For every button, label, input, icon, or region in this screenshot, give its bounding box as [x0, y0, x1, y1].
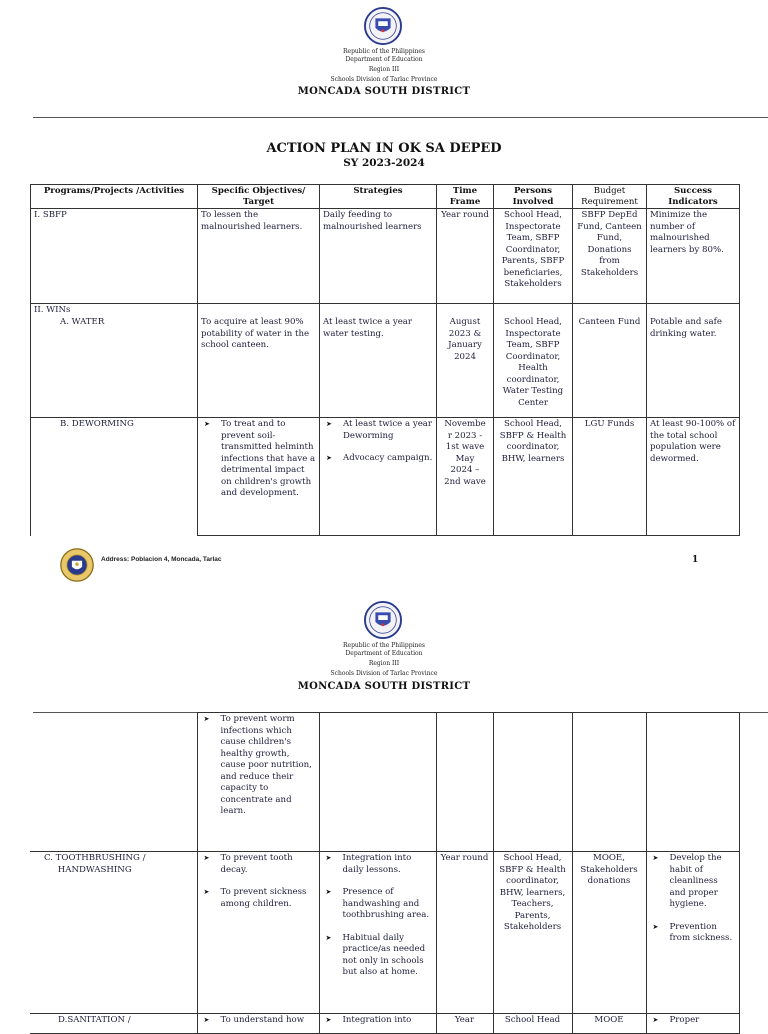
cell-strategy: [319, 852, 436, 1014]
table-row: [31, 209, 740, 304]
action-plan-table-page2: [30, 712, 740, 1034]
table-row: [30, 852, 739, 1014]
footer-address: Address: Poblacion 4, Moncada, Tarlac: [101, 556, 222, 563]
cell-strategy: [319, 713, 436, 852]
cell-objective: To lessen the malnourished learners.: [198, 209, 320, 304]
header-indicators: Success Indicators: [647, 185, 740, 209]
cell-objective: [197, 713, 319, 852]
list-item: ➤ To prevent sickness among children.: [221, 887, 316, 910]
list-item: ➤ Habitual daily practice/as needed not only in schools but also at home.: [343, 933, 433, 979]
cell-persons: School Head, SBFP & Health coordinator, BHW, learners, Teachers, Parents, Stakeholders: [493, 852, 572, 1014]
list-item: ➤ Proper: [670, 1015, 736, 1027]
cell-persons: School Head, Inspectorate Team, SBFP Coordinator, Health coordinator, Water Testing Center: [494, 304, 573, 418]
cell-budget: MOOE, Stakeholders donations: [572, 852, 646, 1014]
cell-strategy: [320, 418, 437, 536]
plan-title: ACTION PLAN IN OK SA DEPED: [266, 141, 502, 156]
cell-budget: [572, 713, 646, 852]
cell-indicator: Potable and safe drinking water.: [647, 304, 740, 418]
table-header-row: [31, 185, 740, 209]
water-label: A. WATER: [60, 316, 105, 327]
cell-objective: To acquire at least 90% potability of water in the school canteen.: [198, 304, 320, 418]
list-item: ➤ Presence of handwashing and toothbrushing area.: [343, 887, 433, 922]
cell-budget: SBFP DepEd Fund, Canteen Fund, Donations from Stakeholders: [573, 209, 647, 304]
time-line: 1st wave: [445, 442, 485, 452]
time-line: 2024 –: [450, 465, 480, 475]
cell-time: Year: [436, 1014, 493, 1034]
list-item: ➤ At least twice a year Deworming: [343, 419, 433, 442]
header-department: Department of Education: [345, 56, 423, 63]
header-region: Region III: [368, 660, 400, 667]
wins-label: II. WINs: [34, 305, 71, 315]
header-rule: [33, 117, 768, 118]
cell-indicator: Minimize the number of malnourished learners by 80%.: [647, 209, 740, 304]
header-persons: Persons Involved: [494, 185, 573, 209]
cell-persons: School Head, SBFP & Health coordinator, BHW, learners: [494, 418, 573, 536]
table-row: [31, 418, 740, 536]
cell-time: Year round: [436, 852, 493, 1014]
header-objectives: Specific Objectives/ Target: [198, 185, 320, 209]
list-item: ➤ To understand how: [221, 1015, 316, 1027]
cell-persons: [493, 713, 572, 852]
time-line: 2nd wave: [444, 476, 486, 487]
header-region: Region III: [368, 66, 400, 73]
header-division: Schools Division of Tarlac Province: [330, 670, 438, 677]
cell-budget: LGU Funds: [573, 418, 647, 536]
cell-program: I. SBFP: [31, 209, 198, 304]
school-seal-icon: [60, 548, 94, 582]
header-programs: Programs/Projects /Activities: [31, 185, 198, 209]
cell-time: [436, 713, 493, 852]
time-line: r 2023 -: [447, 430, 483, 441]
header-division: Schools Division of Tarlac Province: [330, 76, 438, 83]
cell-indicator: [646, 713, 739, 852]
page-number: 1: [692, 555, 699, 565]
list-item: ➤ Prevention from sickness.: [670, 922, 736, 945]
header-time-frame: Time Frame: [437, 185, 494, 209]
cell-objective: [197, 852, 319, 1014]
time-line: May: [455, 453, 475, 464]
action-plan-table-page1: [30, 184, 740, 536]
cell-indicator: [646, 852, 739, 1014]
list-item: ➤ To prevent tooth decay.: [221, 853, 316, 876]
cell-indicator: At least 90-100% of the total school population were dewormed.: [647, 418, 740, 536]
table-row: [30, 713, 739, 852]
cell-program: [30, 713, 197, 852]
cell-persons: School Head, Inspectorate Team, SBFP Coordinator, Parents, SBFP beneficiaries, Stakeholders: [494, 209, 573, 304]
deped-seal-icon: [364, 601, 402, 639]
deped-seal-icon: [364, 7, 402, 45]
list-item: ➤ Integration into: [343, 1015, 433, 1027]
plan-subtitle: SY 2023-2024: [343, 157, 425, 169]
cell-program: C. TOOTHBRUSHING / HANDWASHING: [30, 852, 197, 1014]
cell-persons: School Head: [493, 1014, 572, 1034]
header-district: MONCADA SOUTH DISTRICT: [297, 681, 471, 692]
list-item: ➤ To prevent worm infections which cause children's healthy growth, cause poor nutrition, and reduce their capacity to concentrate and learn.: [221, 714, 316, 818]
cell-objective: [198, 418, 320, 536]
list-item: ➤ Advocacy campaign.: [343, 453, 433, 465]
cell-strategy: Daily feeding to malnourished learners: [320, 209, 437, 304]
list-item: ➤ To treat and to prevent soil-transmitted helminth infections that have a detrimental impact on children's growth and development.: [221, 419, 316, 500]
cell-time: Year round: [437, 209, 494, 304]
deworming-label: B. DEWORMING: [60, 419, 134, 429]
cell-time: [437, 418, 494, 536]
cell-budget: MOOE: [572, 1014, 646, 1034]
list-item: ➤ Develop the habit of cleanliness and proper hygiene.: [670, 853, 736, 911]
cell-program: [31, 304, 198, 418]
header-department: Department of Education: [345, 650, 423, 657]
cell-budget: Canteen Fund: [573, 304, 647, 418]
header-republic: Republic of the Philippines: [343, 642, 425, 649]
header-republic: Republic of the Philippines: [343, 48, 425, 55]
header-strategies: Strategies: [320, 185, 437, 209]
cell-program: D.SANITATION /: [30, 1014, 197, 1034]
header-district: MONCADA SOUTH DISTRICT: [297, 86, 471, 97]
cell-program: [31, 418, 198, 536]
table-row: [31, 304, 740, 418]
time-line: Novembe: [444, 419, 486, 429]
header-budget: Budget Requirement: [573, 185, 647, 209]
cell-strategy: At least twice a year water testing.: [320, 304, 437, 418]
list-item: ➤ Integration into daily lessons.: [343, 853, 433, 876]
cell-time: August 2023 & January 2024: [437, 304, 494, 418]
